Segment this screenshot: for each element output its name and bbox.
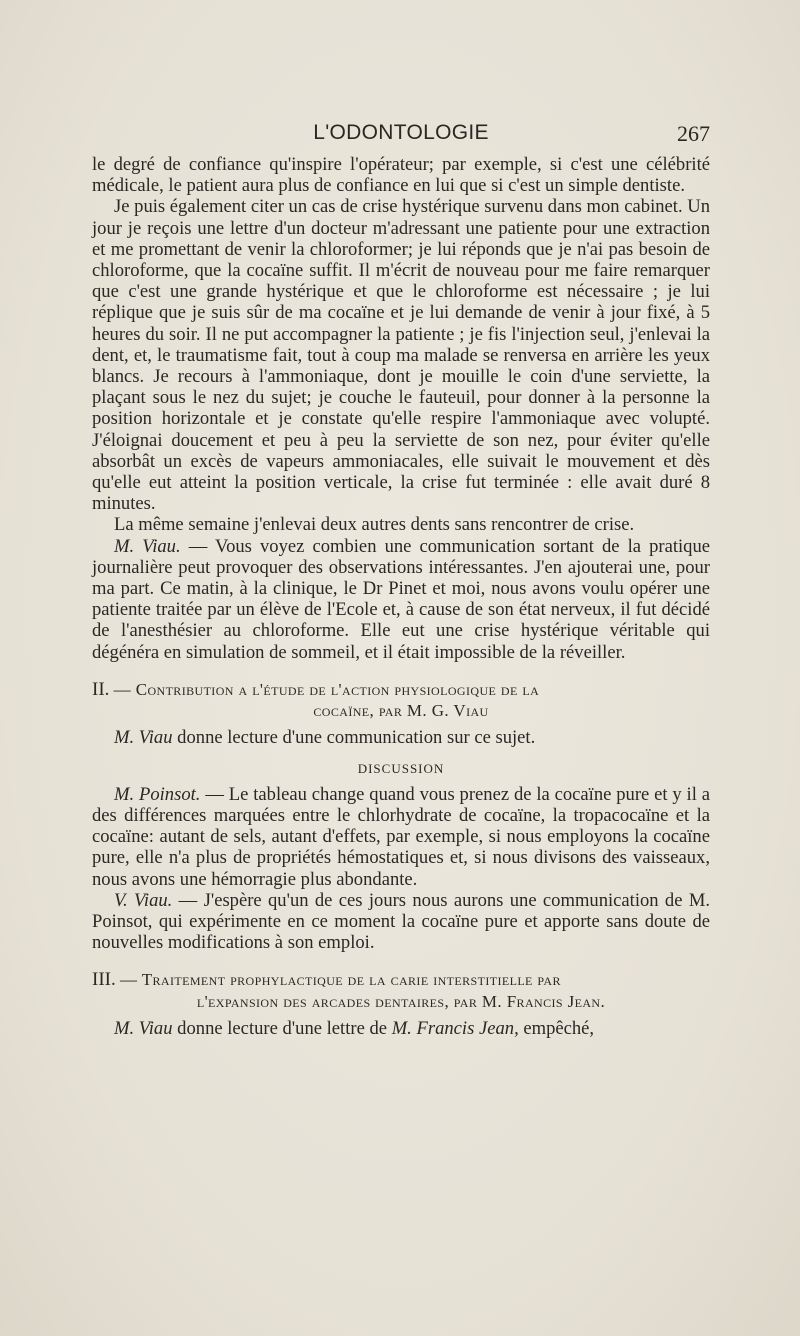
paragraph-text: donne lecture d'une lettre de (172, 1017, 392, 1039)
section-title-line: — Contribution a l'étude de l'action physiologique de la (113, 679, 540, 699)
paragraph (92, 727, 710, 748)
speaker-name: M. Poinsot. (114, 783, 201, 805)
paragraph-text: — Vous voyez combien une communication sortant de la pratique journalière peut provoquer des observations intéressantes. J'en ajouterai une, pour ma part. Ce matin, à la clinique, le Dr Pinet et moi, nous avons voulu opérer une patiente traitée par un élève de l'Ecole et, à cause de son état nerveux, il fut décidé de l'anesthésier au chloroforme. Elle eut une crise hystérique véritable qui dégénéra en simulation de sommeil, et il était impossible de la réveiller. (92, 535, 711, 663)
section-title-line: — Traitement prophylactique de la carie interstitielle par (119, 970, 561, 990)
paragraph (92, 784, 710, 890)
section-title-line: l'expansion des arcades dentaires, par M. Francis Jean. (196, 991, 606, 1011)
paragraph-text: empêché, (518, 1017, 595, 1039)
paragraph (92, 536, 710, 663)
running-head: L'ODONTOLOGIE (313, 121, 489, 144)
section-number: II. (92, 678, 110, 700)
author-name: M. Francis Jean, (391, 1017, 519, 1039)
section-heading (92, 969, 710, 1011)
speaker-name: V. Viau. (114, 889, 173, 911)
page-number: 267 (677, 121, 710, 146)
paragraph-text: donne lecture d'une communication sur ce sujet. (172, 727, 536, 749)
section-heading (92, 679, 710, 721)
paragraph (92, 890, 710, 954)
paragraph: La même semaine j'enlevai deux autres dents sans rencontrer de crise. (114, 514, 635, 536)
paragraph: le degré de confiance qu'inspire l'opérateur; par exemple, si c'est une célébrité médicale, le patient aura plus de confiance en lui que si c'est un simple dentiste. (92, 154, 710, 197)
section-number: III. (92, 969, 116, 991)
paragraph (92, 1018, 710, 1039)
discussion-heading: DISCUSSION (357, 761, 445, 777)
body-text (92, 154, 710, 1039)
paragraph-text: — J'espère qu'un de ces jours nous aurons une communication de M. Poinsot, qui expérimente en ce moment la cocaïne pure et apporte sans doute de nouvelles modifications à son emploi. (92, 889, 710, 954)
speaker-name: M. Viau (114, 727, 173, 749)
speaker-name: M. Viau. (114, 535, 181, 557)
speaker-name: M. Viau (114, 1017, 173, 1039)
paragraph-text: — Le tableau change quand vous prenez de la cocaïne pure et y il a des différences marquées entre le chlorhydrate de cocaïne, la tropacocaïne et la cocaïne: autant de sels, autant d'effets, par exemple, si nous employons la cocaïne pure, elle n'a plus de propriétés hémostatiques et, si nous divisons des vaisseaux, nous avons une hémorragie plus abondante. (92, 783, 710, 890)
paragraph: Je puis également citer un cas de crise hystérique survenu dans mon cabinet. Un jour je reçois une lettre d'un docteur m'adressant une patiente pour une extraction et me promettant de venir la chloroformer; je lui réponds que je n'ai pas besoin de chloroforme, que la cocaïne suffit. Il m'écrit de nouveau pour me faire remarquer que c'est une grande hystérique et que le chloroforme est nécessaire ; je lui réplique que je suis sûr de ma cocaïne et je lui demande de venir à jour fixé, à 5 heures du soir. Il ne put accompagner la patiente ; je fis l'injection seul, j'enlevai la dent, et, le traumatisme fait, tout à coup ma malade se renversa en arrière les yeux blancs. Je recours à l'ammoniaque, dont je mouille le coin d'une serviette, la plaçant sous le nez du sujet; je couche le fauteuil, pour donner à la personne la position horizontale et je constate qu'elle respire l'ammoniaque avec volupté. J'éloignai doucement et peu à peu la serviette de son nez, pour éviter qu'elle absorbât un excès de vapeurs ammoniacales, elle suivait le mouvement et dès qu'elle eut atteint la position verticale, la crise fut terminée : elle avait duré 8 minutes. (92, 196, 710, 515)
page-header (92, 121, 710, 151)
section-title-line: cocaïne, par M. G. Viau (313, 701, 489, 721)
